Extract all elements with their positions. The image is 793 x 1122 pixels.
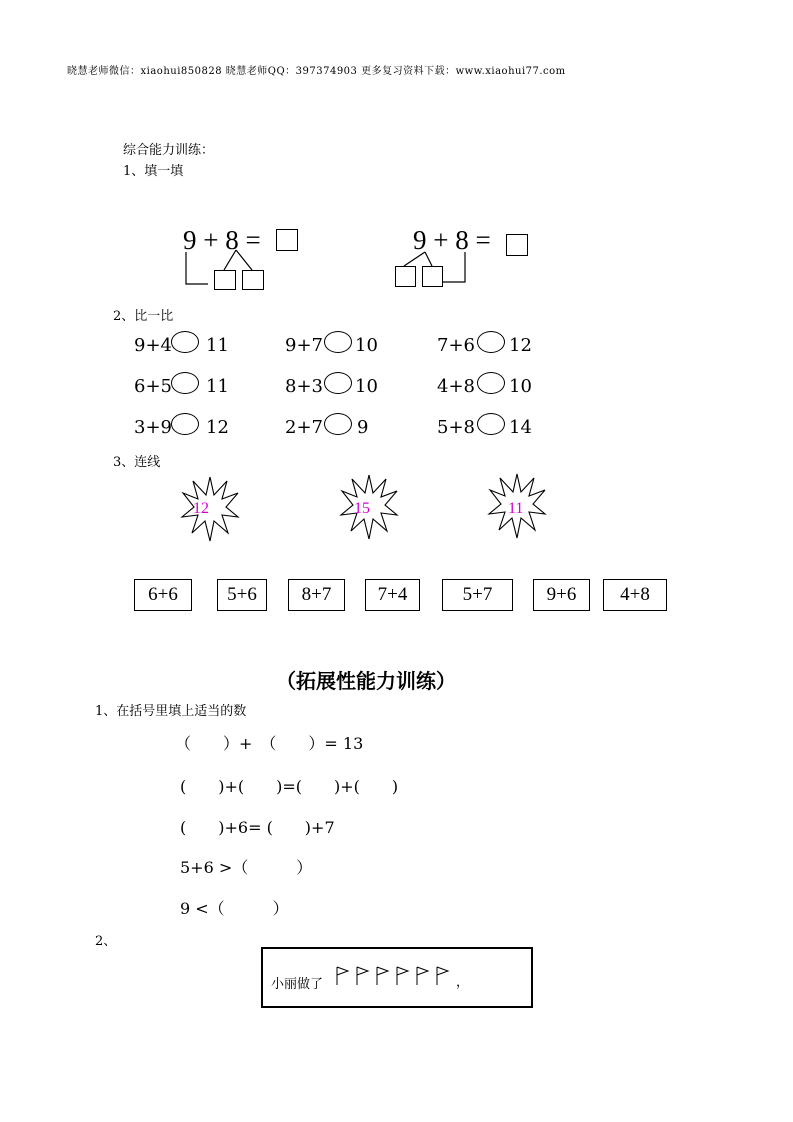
fill-line[interactable]: （ ）+ （ ）= 13 xyxy=(175,734,364,753)
compare-left: 3+9 xyxy=(134,417,172,438)
compare-right: 12 xyxy=(206,417,229,438)
compare-oval[interactable] xyxy=(171,413,199,435)
compare-left: 8+3 xyxy=(285,376,323,397)
choice-box[interactable]: 5+6 xyxy=(217,579,267,611)
choice-box[interactable]: 9+6 xyxy=(533,579,590,611)
q2-label: 2、比一比 xyxy=(113,309,174,324)
compare-right: 10 xyxy=(355,335,378,356)
compare-oval[interactable] xyxy=(477,372,505,394)
fill-line[interactable]: 5+6 >（ ） xyxy=(180,858,313,877)
compare-left: 5+8 xyxy=(437,417,475,438)
compare-right: 11 xyxy=(206,335,229,356)
compare-oval[interactable] xyxy=(171,372,199,394)
fill-line[interactable]: 9 <（ ） xyxy=(180,899,289,918)
extension-title: （拓展性能力训练） xyxy=(276,669,456,693)
split-lines xyxy=(0,0,793,320)
choice-box[interactable]: 4+8 xyxy=(603,579,667,611)
starburst-icon xyxy=(180,475,240,545)
section-title: 综合能力训练： xyxy=(123,143,215,158)
page-header: 晓慧老师微信：xiaohui850828 晓慧老师QQ：397374903 更多复习资料下载：www.xiaohui77.com xyxy=(67,66,566,77)
compare-left: 6+5 xyxy=(134,376,172,397)
equation-left: 9 + 8 = xyxy=(183,225,261,255)
story-comma: ， xyxy=(456,975,470,990)
star-number: 11 xyxy=(508,500,524,517)
star-number: 12 xyxy=(193,500,209,517)
flag-icons xyxy=(335,965,459,987)
star-number: 15 xyxy=(354,500,370,517)
choice-box[interactable]: 8+7 xyxy=(288,579,345,611)
compare-oval[interactable] xyxy=(171,331,199,353)
compare-oval[interactable] xyxy=(324,331,352,353)
fill-line[interactable]: ( )+( )=( )+( ) xyxy=(180,777,399,796)
story-text: 小丽做了 xyxy=(271,977,324,992)
compare-left: 7+6 xyxy=(437,335,475,356)
compare-right: 11 xyxy=(206,376,229,397)
compare-left: 4+8 xyxy=(437,376,475,397)
equation-right: 9 + 8 = xyxy=(413,225,491,255)
choice-box[interactable]: 7+4 xyxy=(365,579,420,611)
compare-right: 10 xyxy=(509,376,532,397)
compare-left: 9+4 xyxy=(134,335,172,356)
choice-box[interactable]: 5+7 xyxy=(442,579,513,611)
choice-box[interactable]: 6+6 xyxy=(134,579,192,611)
ext-q1-label: 1、在括号里填上适当的数 xyxy=(95,704,247,719)
compare-oval[interactable] xyxy=(324,413,352,435)
compare-oval[interactable] xyxy=(477,331,505,353)
q1-label: 1、填一填 xyxy=(123,164,184,179)
compare-right: 14 xyxy=(509,417,532,438)
compare-oval[interactable] xyxy=(324,372,352,394)
q3-label: 3、连线 xyxy=(113,455,161,470)
fill-line[interactable]: ( )+6= ( )+7 xyxy=(180,818,335,837)
compare-left: 9+7 xyxy=(285,335,323,356)
compare-left: 2+7 xyxy=(285,417,323,438)
compare-right: 12 xyxy=(509,335,532,356)
story-box xyxy=(261,947,533,1008)
compare-right: 10 xyxy=(355,376,378,397)
ext-q2-label: 2、 xyxy=(95,934,117,949)
compare-right: 9 xyxy=(357,417,369,438)
compare-oval[interactable] xyxy=(477,413,505,435)
